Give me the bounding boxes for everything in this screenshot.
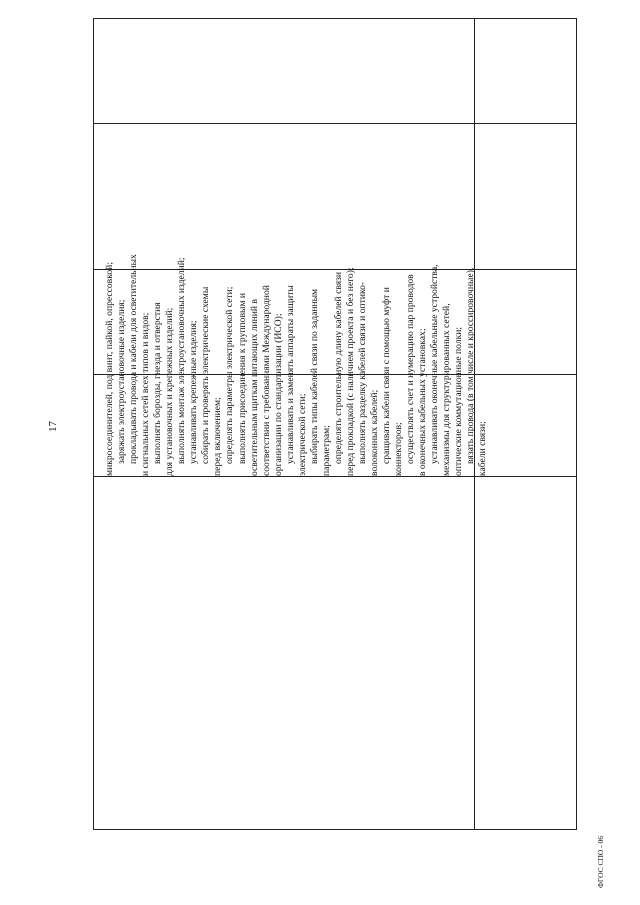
text-line: сращивать кабели связи с помощью муфт и: [381, 287, 393, 464]
text-line: прокладывать провода и кабели для осветительных: [128, 254, 140, 464]
text-line: электрической сети;: [296, 393, 308, 476]
table-row-divider: [94, 476, 576, 477]
text-line: устанавливать и заменять аппараты защиты: [284, 285, 296, 464]
text-line: устанавливать крепежные изделия;: [188, 320, 200, 464]
text-line: и сигнальных сетей всех типов и видов;: [140, 312, 152, 476]
text-line: заряжать электроустановочные изделия;: [116, 299, 128, 464]
text-line: осуществлять счет и нумерацию пар проводов: [405, 274, 417, 464]
text-line: устанавливать оконечные кабельные устройства,: [429, 264, 441, 464]
text-line: выполнять монтаж электроустановочных изделий;: [176, 257, 188, 464]
table-column-divider: [93, 476, 94, 829]
text-line: осветительным щиткам питающих линий в: [248, 299, 260, 476]
page-number: 17: [47, 421, 59, 432]
text-line: организации по стандартизации (ИСО);: [272, 313, 284, 476]
text-line: вязать провода (в том числе и кроссировочные),: [465, 267, 477, 464]
text-line: перед включением;: [212, 397, 224, 476]
text-line: микросоединителей, под винт, пайкой, опрессовкой;: [104, 262, 115, 476]
text-line: выбирать типы кабелей связи по заданным: [308, 288, 320, 464]
text-line: кабели связи;: [477, 421, 489, 476]
text-line: собирать и проверять электрические схемы: [200, 286, 212, 464]
text-line: в оконечных кабельных установках;: [417, 328, 429, 476]
text-line: оптические коммутационные полки;: [453, 326, 465, 476]
text-line: выполнять разделку кабелей связи и оптико-: [356, 281, 368, 464]
text-line: выполнять борозды, гнезда и отверстия: [152, 302, 164, 464]
text-line: определять строительную длину кабелей связи: [332, 271, 344, 464]
text-line: соответствии с требованиями Международной: [260, 285, 272, 476]
text-line: выполнять присоединения к групповым и: [236, 292, 248, 464]
text-line: волоконных кабелей;: [369, 389, 381, 476]
text-line: параметрам;: [320, 425, 332, 476]
text-line: определять параметры электрической сети;: [224, 286, 236, 464]
competency-cell-text: [104, 121, 564, 476]
text-line: для установочных и крепежных изделий;: [164, 307, 176, 476]
text-line: перед прокладкой (с наличием проекта и без него);: [344, 267, 356, 476]
text-line: механизмы для структурированных сетей,: [441, 303, 453, 476]
text-line: коннекторов;: [393, 422, 405, 476]
page-footer: ФГОС СПО - 06: [596, 835, 605, 888]
